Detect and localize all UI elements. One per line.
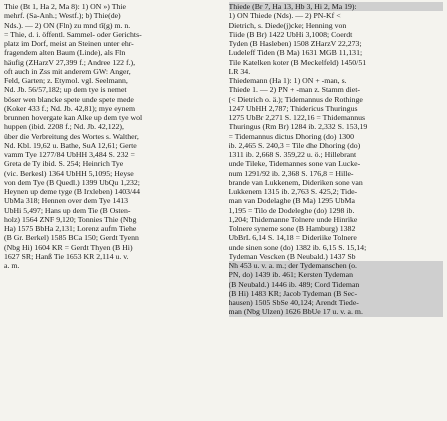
entry-thiede-line: Thiede (Br 7, Ha 13, Hb 3, Hi 2, Ma 19): <box>229 2 444 11</box>
entry-thie-line: holz) 1564 ZNF 9,120; Tonnies Thie (Nbg <box>4 214 137 224</box>
entry-thie-line: von dem Tye (B Quedl.) 1399 UbQu 1,232; <box>4 177 140 187</box>
entry-thie-line: UbMa 318; Hennen over dem Tye 1413 <box>4 196 129 206</box>
entry-thiede-line: 1275 UbBr 2,271 S. 122,16 = Thidemannus <box>228 113 366 122</box>
entry-thiede-line: unde Tileke, Tidemannes sone van Lucke- <box>228 159 361 169</box>
entry-thiede-line: Tiide (B Br) 1422 UbHi 3,1008; Coerdt <box>228 29 353 39</box>
entry-thie-line: Nd. Jb. 56/57,182; up dem tye is nemet <box>4 85 127 95</box>
entry-thiede-line: hausen) 1505 SbSe 40,124; Arendt Tiede- <box>229 298 444 307</box>
entry-thiede-line: Thuringus (Rm Br) 1284 ib. 2,332 S. 153,19 <box>228 122 368 132</box>
entry-thie-line: oft auch in Zss mit anderem GW: Anger, <box>4 66 131 76</box>
entry-thiede-line: unde sinen sone (do) 1382 ib. 6,15 S. 15,14; <box>228 242 367 252</box>
entry-thiede-line: Nh 453 u. v. a. m.; der Tydemanschen (o. <box>229 261 444 270</box>
right-column <box>229 2 444 421</box>
entry-thiede-line: (B Neubald.) 1446 ib. 489; Cord Tideman <box>229 280 444 289</box>
entry-thiede-line: PN, do) 1439 ib. 461; Kersten Tydeman <box>229 270 444 279</box>
entry-thiede-line: num 1291/92 ib. 2,368 S. 176,8 = Hille- <box>228 168 354 178</box>
entry-thie-line: Feld, Garten; z. Etymol. vgl. Seelmann, <box>4 76 128 85</box>
entry-thie-line: UbHi 5,497; Hans up dem Tie (B Osten- <box>4 205 131 215</box>
entry-thiede-line: LR 34. <box>228 66 251 76</box>
entry-thiede-line: (B Hi) 1483 KR; Jacob Tydeman (B Sec- <box>229 289 444 298</box>
entry-thiede-line: Lukkenem 1315 ib. 2,763 S. 425,2; Tide- <box>228 187 358 196</box>
entry-thiede-line: Tile Katelken koter (B Meckelfeld) 1450/51 <box>228 57 367 67</box>
entry-thie-line: Nd. Kbl. 19,62 u. Bathe, SuA 12,61; Gerte <box>4 140 137 150</box>
entry-thie-line: Heynen up deme tyge (B Irxleben) 1403/44 <box>4 187 140 196</box>
entry-thie-line: 1627 SR; Hanß Tie 1653 KR 2,114 u. v. <box>4 251 129 261</box>
entry-thiede-line: man (Nbg Ulzen) 1626 BbUe 17 u. v. a. m. <box>229 307 444 316</box>
entry-thiede-line: 1) ON Thiede (Nds). — 2) PN-Kf < <box>228 11 341 21</box>
entry-thie-line: platz im Dorf, meist an Steinen unter ehr- <box>4 39 134 48</box>
entry-thie-line: Greta de Ty ibid. S. 254; Heinrich Tye <box>4 159 124 169</box>
entry-thie-line: = Thie, d. i. öffentl. Sammel- oder Gerichts- <box>4 29 142 39</box>
entry-thie-line: fragendem alten Baum (Linde), als Fln <box>4 48 126 58</box>
entry-thie-line: häufig (ZHarzV 27,399 f.; Andree 122 f.), <box>4 57 136 67</box>
entry-thiede-line: Thiede 1. — 2) PN + -man z. Stamm diet- <box>228 85 361 95</box>
entry-thiede-line: (< Dietrich o. ä.); Tidemannus de Rothinge <box>228 94 363 104</box>
entry-thiede-line: Dietrich, s. Diede(j)cke; Henning von <box>228 20 347 30</box>
entry-thie-line: huppen (ibid. 2208 f.; Nd. Jb. 42,122), <box>4 122 124 132</box>
entry-thie-line: Ha) 1575 BbHa 2,131; Lorenz aufm Tiehe <box>4 224 137 233</box>
entry-thie-line: a. m. <box>4 261 20 270</box>
entry-thiede-line: man van Dodelaghe (B Ma) 1295 UbMa <box>228 196 355 206</box>
entry-thiede-line: = Tidemannus dictus Dhoring (do) 1300 <box>228 131 354 141</box>
entry-thie-line: brunnen hovergate kan Alke up dem tye wol <box>4 113 143 122</box>
entry-thiede-line: 1311 ib. 2,668 S. 359,22 u. ö.; Hillebrant <box>228 150 357 159</box>
entry-thiede-line: Tyden (B Hasleben) 1508 ZHarzV 22,273; <box>228 39 362 48</box>
entry-thie-line: (Nbg Hi) 1604 KR = Gerdt Thyen (B Hi) <box>4 242 133 252</box>
entry-thie-line: vamm Tye 1277/84 UbHH 3,484 S. 232 = <box>4 150 135 159</box>
entry-thiede-line: 1247 UbHH 2,787; Thidericus Thuringus <box>228 103 358 113</box>
entry-thie-line: über die Verbreitung des Wortes s. Walther, <box>4 131 139 141</box>
entry-thie-line: (Koker 433 f.; Nd. Jb. 42,81); mye eynem <box>4 103 136 113</box>
entry-thiede-line: Tolnere syneme sone (B Hamburg) 1382 <box>228 224 356 233</box>
entry-thiede-line: UbBrL 6,14 S. 14,18 = Dideriike Tolnere <box>228 233 357 243</box>
entry-thie-line: Thie (Bt 1, Ha 2, Ma 8): 1) ON ») Thie <box>4 2 126 11</box>
entry-thie-line: (B Gr. Berkel) 1585 BCa 150; Gerdt Tyenn <box>4 233 139 243</box>
entry-thie-line: böser wen blancke spete unde spete mede <box>4 94 134 104</box>
entry-thie-line: Nds.). — 2) ON (Fln) zu mnd tī(g) m. n. <box>4 20 131 30</box>
entry-thiede-line: 1,195 = Tilo de Dodeleghe (do) 1298 ib. <box>228 205 355 215</box>
entry-thiede-line: brande van Lukkenem, Dideriken sone van <box>228 177 363 187</box>
entry-thiede-line: Ludeleff Tiden (B Ma) 1631 MGB 11,131; <box>228 48 363 58</box>
entry-thie-line: (vic. Berkesl) 1364 UbHH 5,1095; Heyse <box>4 168 134 178</box>
entry-thiede-line: 1,204; Thidemanne Tolnere unde Hinrike <box>228 214 358 224</box>
entry-thie-line: mehrf. (Sa-Anh.; Westf.); b) Thie(de) <box>4 11 121 21</box>
entry-thiede-line: Tydeman Vescken (B Neubald.) 1437 Sb <box>228 251 356 261</box>
entry-thiede-line: ib. 2,465 S. 240,3 = Tile dhe Dhoring (do) <box>228 140 361 150</box>
entry-thiede-line: Thiedemann (Ha 1): 1) ON + -man, s. <box>228 76 347 85</box>
left-column <box>4 2 219 421</box>
